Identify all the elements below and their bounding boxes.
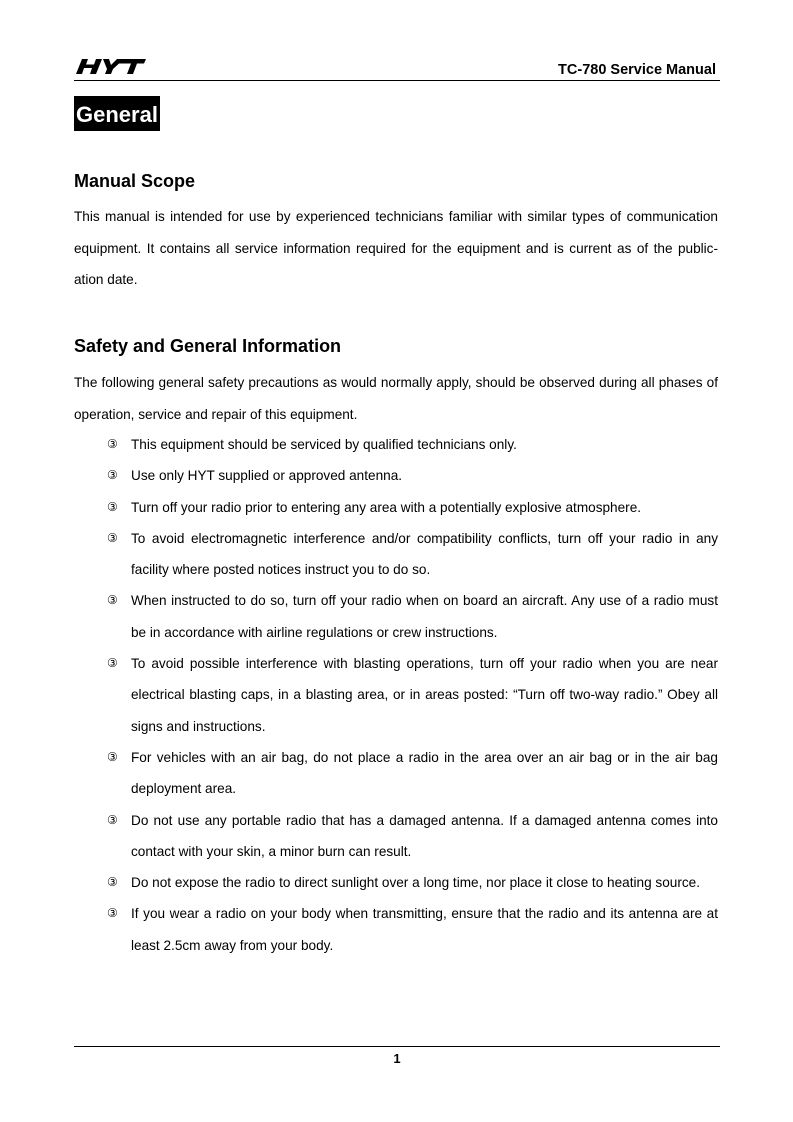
list-item (74, 460, 718, 491)
list-item-text: If you wear a radio on your body when transmitting, ensure that the radio and its antenna are at least 2.5cm away from your body. (131, 906, 718, 953)
list-item-text: To avoid electromagnetic interference and/or compatibility conflicts, turn off your radio in any facility where posted notices instruct you to do so. (131, 530, 718, 578)
list-item-text: For vehicles with an air bag, do not place a radio in the area over an air bag or in the air bag deployment area. (131, 749, 718, 797)
circled-three-bullet-icon: ③ (107, 437, 118, 451)
circled-three-bullet-icon: ③ (107, 812, 118, 827)
circled-three-bullet-icon: ③ (107, 468, 118, 483)
page-header (74, 56, 720, 81)
list-item-text: To avoid possible interference with blasting operations, turn off your radio when you are near electrical blasting caps, in a blasting area, or in areas posted: “Turn off two-way radio.” Obey all signs and instructions. (131, 656, 718, 734)
page-footer (74, 1046, 720, 1066)
circled-three-bullet-icon: ③ (107, 749, 118, 764)
list-item (74, 742, 718, 805)
list-item (74, 898, 718, 961)
list-item (74, 648, 718, 742)
circled-three-bullet-icon: ③ (107, 875, 118, 890)
list-item-text: Do not use any portable radio that has a damaged antenna. If a damaged antenna comes into contact with your skin, a minor burn can result. (131, 812, 718, 859)
document-title: TC-780 Service Manual (558, 62, 716, 78)
list-item-text: Do not expose the radio to direct sunlight over a long time, nor place it close to heating source. (131, 875, 700, 891)
list-item-text: Use only HYT supplied or approved antenna. (131, 468, 403, 484)
section-title-safety: Safety and General Information (74, 336, 342, 356)
circled-three-bullet-icon: ③ (107, 593, 118, 608)
safety-intro-paragraph: The following general safety precautions as would normally apply, should be observed during all phases of operation, service and repair of this equipment. (74, 375, 718, 422)
circled-three-bullet-icon: ③ (107, 906, 118, 921)
list-item (74, 805, 718, 868)
list-item (74, 492, 718, 523)
list-item (74, 429, 718, 460)
section-title-manual-scope: Manual Scope (74, 171, 196, 191)
list-item-text: This equipment should be serviced by qualified technicians only. (131, 437, 517, 452)
circled-three-bullet-icon: ③ (107, 530, 118, 545)
list-item-text: When instructed to do so, turn off your radio when on board an aircraft. Any use of a radio must be in accordance with airline regulations or crew instructions. (131, 593, 718, 640)
hyt-logo (76, 56, 146, 76)
list-item (74, 867, 718, 898)
list-item-text: Turn off your radio prior to entering any area with a potentially explosive atmosphere. (131, 499, 642, 515)
circled-three-bullet-icon: ③ (107, 499, 118, 514)
list-item (74, 523, 718, 586)
chapter-title: General (74, 96, 160, 131)
circled-three-bullet-icon: ③ (107, 656, 118, 671)
safety-precautions-list (74, 429, 718, 961)
hyt-logo-mark (76, 56, 146, 76)
page-number: 1 (393, 1051, 401, 1066)
manual-scope-paragraph: This manual is intended for use by experienced technicians familiar with similar types of communication equipment. It contains all service information required for the equipment and is current as of the public-ation date. (74, 209, 718, 287)
list-item (74, 585, 718, 648)
